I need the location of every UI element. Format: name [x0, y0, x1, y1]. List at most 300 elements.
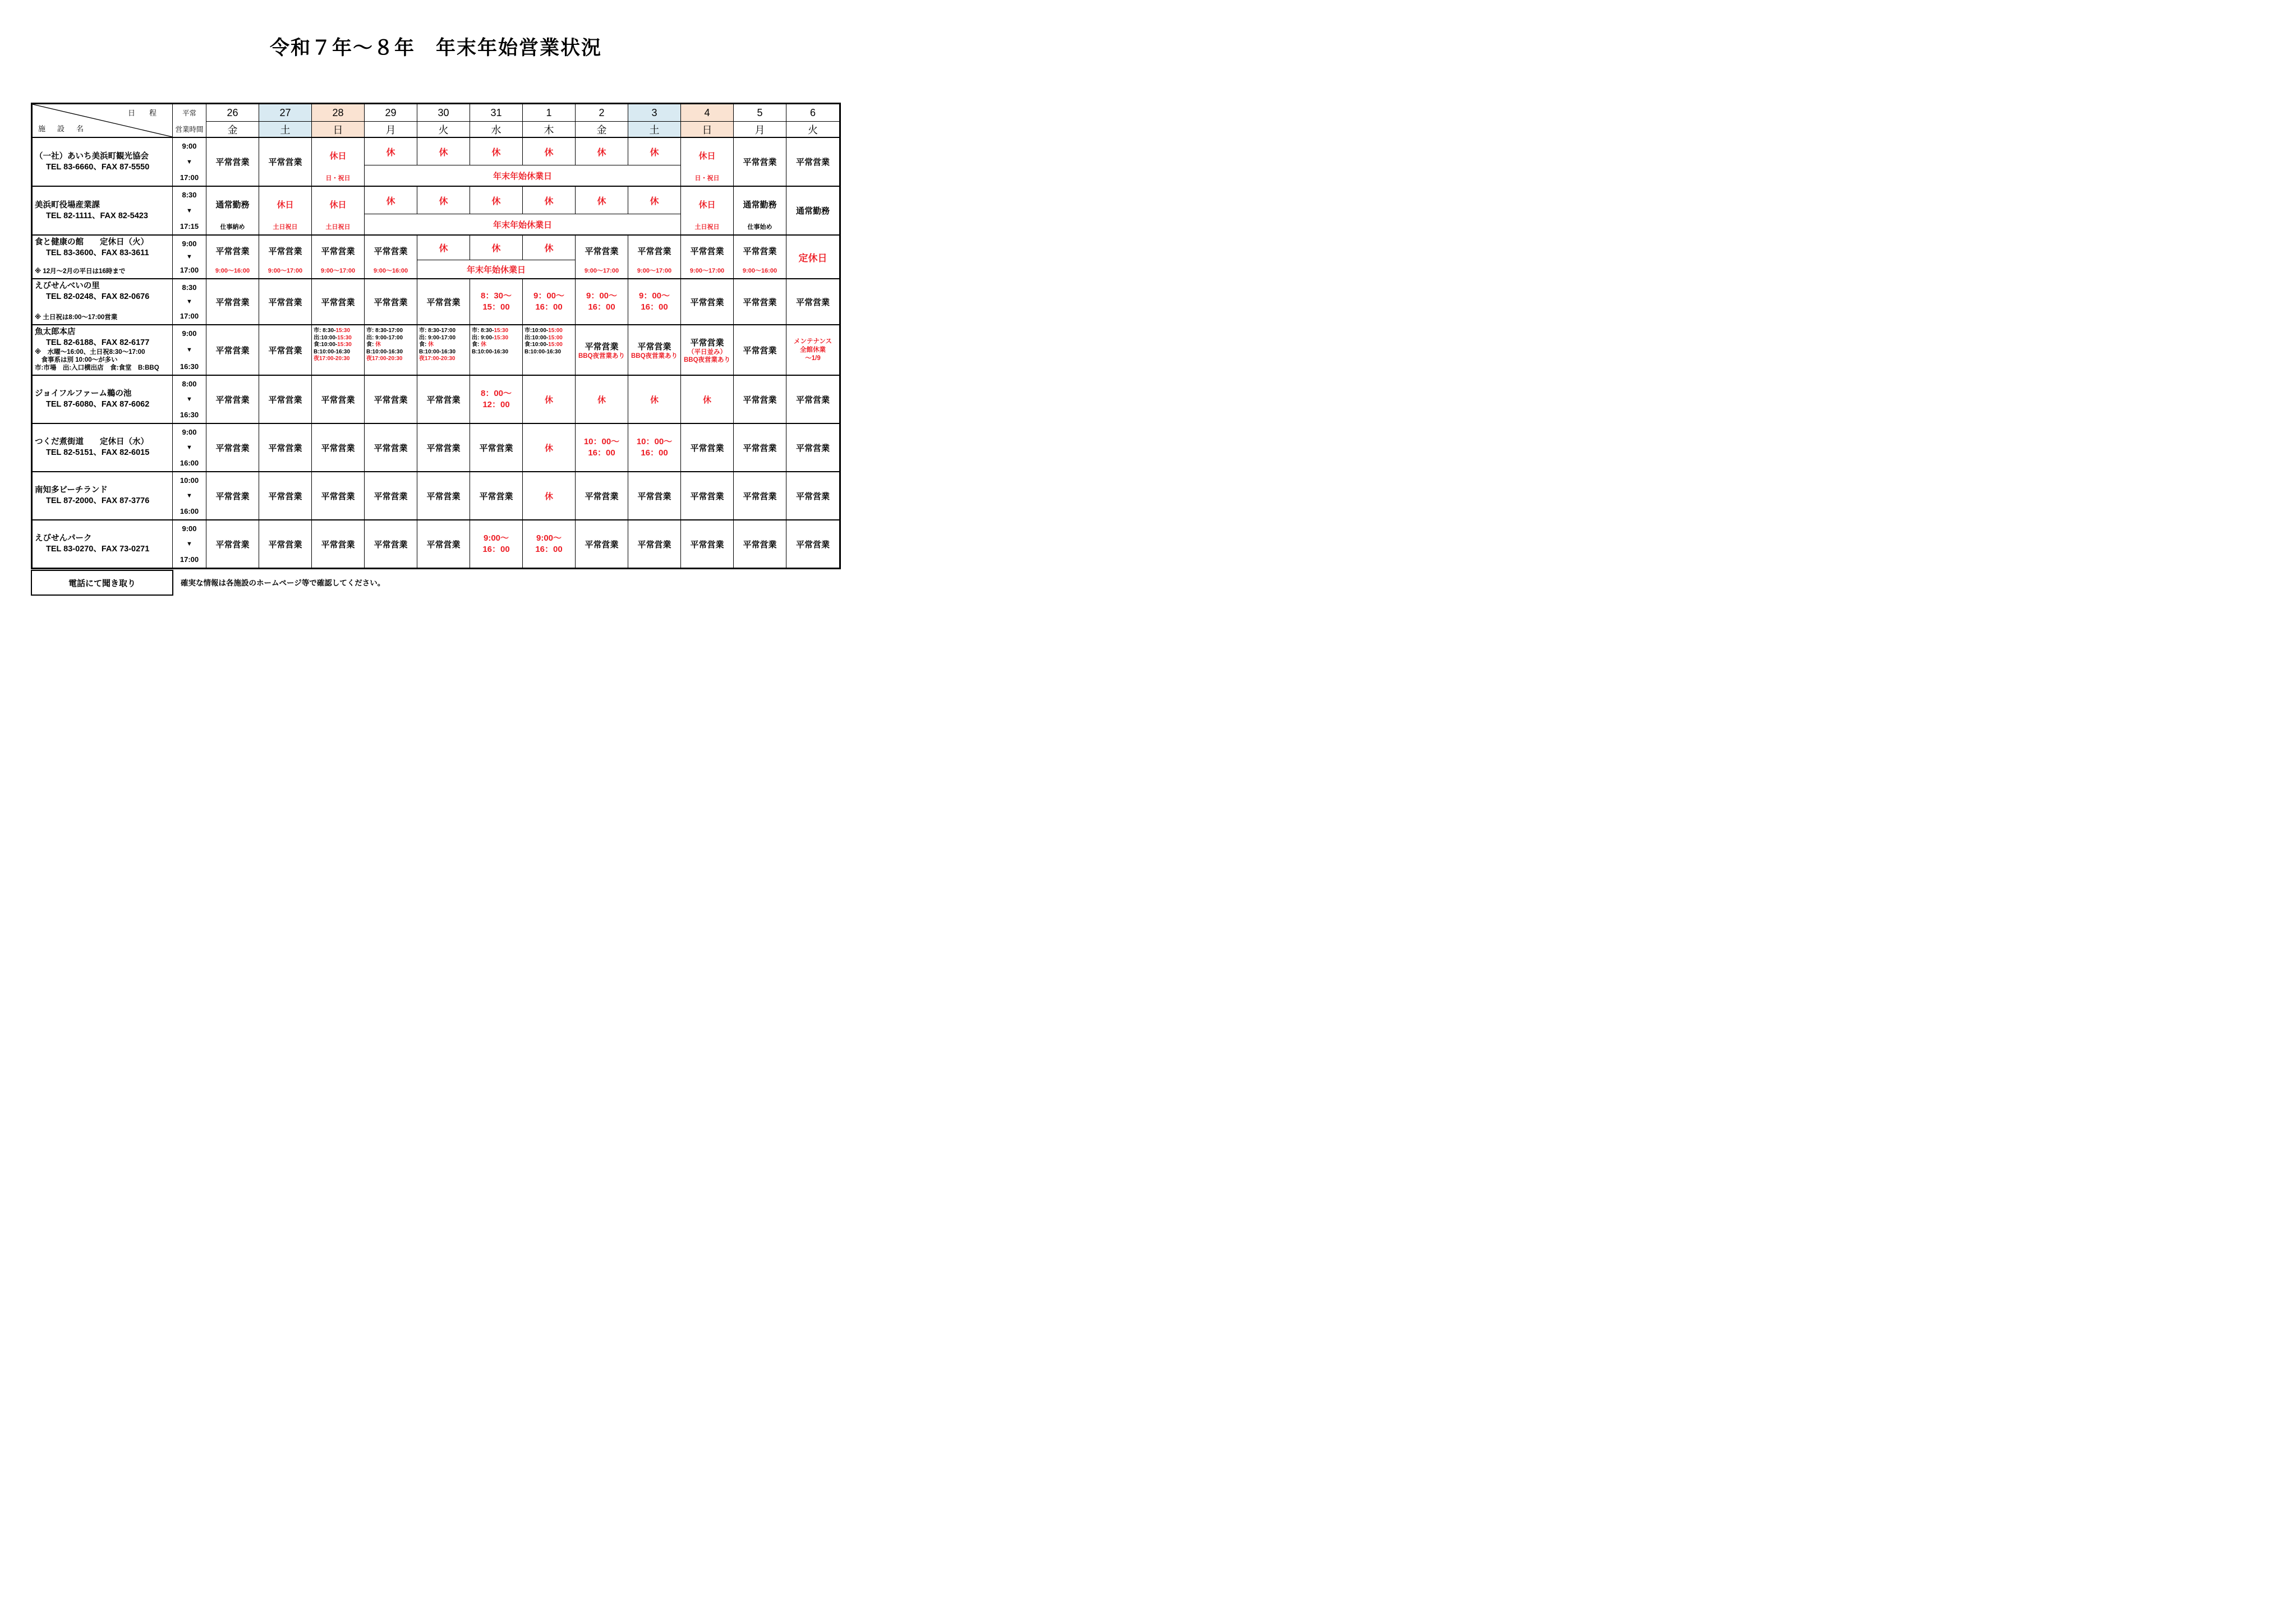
detail-segment: 休	[481, 342, 487, 348]
cell-main-text: 平常営業	[426, 540, 461, 550]
cell-main-text: 平常営業	[479, 443, 513, 453]
schedule-cell	[259, 376, 312, 423]
cell-time-line: 9：00～	[533, 291, 565, 301]
detail-segment: 出: 9:00-	[472, 334, 494, 341]
schedule-cell	[417, 424, 470, 471]
cell-detail-line	[524, 349, 575, 356]
cell-main-text: 平常営業	[268, 297, 302, 307]
cell-main-text: 平常営業	[795, 443, 830, 453]
cell-main-text: 平常営業	[637, 540, 671, 550]
schedule-cell	[206, 325, 259, 375]
cell-time-line: 16：00	[641, 302, 668, 312]
cell-top-area	[681, 187, 733, 222]
table-row	[33, 520, 839, 568]
facility-tel: TEL 82-1111、FAX 82-5423	[46, 211, 148, 220]
facility-cell	[33, 424, 173, 471]
schedule-cell	[681, 279, 734, 324]
schedule-cell	[365, 236, 417, 278]
day-of-week: 木	[544, 124, 554, 136]
cell-main-text: 平常営業	[743, 491, 777, 501]
cell-main-text: 定休日	[798, 252, 827, 264]
day-of-week: 土	[649, 124, 660, 136]
cell-time-line: 16：00	[535, 545, 563, 554]
facility-cell	[33, 236, 173, 278]
cell-sub-text: 9:00～17:00	[637, 268, 672, 274]
detail-segment: 出: 9:00-17:00	[419, 334, 456, 341]
cell-top-area	[312, 138, 364, 173]
schedule-cell	[628, 236, 681, 278]
cell-detail-line	[419, 349, 470, 356]
cell-detail-line	[314, 356, 364, 363]
cell-sub-text: 日・祝日	[325, 175, 351, 182]
cell-time-line: 16：00	[641, 448, 668, 458]
date-column-header	[259, 104, 312, 137]
cell-sub-text: 土日祝日	[325, 224, 351, 231]
hours-cell	[173, 520, 206, 568]
schedule-table	[31, 103, 841, 569]
day-of-week: 金	[596, 124, 607, 136]
arrow-down-icon: ▼	[186, 254, 192, 260]
cell-time-line: 10：00～	[583, 437, 620, 446]
holiday-group-cell	[365, 187, 681, 234]
close-time: 17:00	[180, 173, 199, 182]
facility-note: 食事系は別 10:00～が多い	[35, 357, 118, 363]
cell-detail-line	[472, 335, 522, 342]
cell-main-text: 平常営業	[795, 491, 830, 501]
schedule-cell	[576, 424, 628, 471]
cell-time-line: 9：00～	[638, 291, 670, 301]
schedule-cell	[417, 472, 470, 519]
cell-detail-line	[314, 335, 364, 342]
schedule-cell-closed: 休	[576, 138, 628, 165]
date-column-header	[786, 104, 839, 137]
cell-main-text: 休日	[698, 151, 716, 161]
cell-main-text: 休日	[329, 151, 347, 161]
schedule-cell	[417, 376, 470, 423]
detail-segment: 市: 8:30-17:00	[419, 328, 456, 334]
date-number: 26	[206, 104, 259, 122]
detail-segment: B:10:00-16:30	[524, 348, 562, 355]
cell-main-text: 通常勤務	[795, 206, 830, 216]
close-time: 16:30	[180, 362, 199, 371]
close-time: 16:30	[180, 411, 199, 419]
cell-sub-text: BBQ夜営業あり	[631, 352, 678, 360]
detail-segment: 休	[428, 342, 434, 348]
footer-note: 確実な情報は各施設のホームページ等で確認してください。	[181, 579, 385, 587]
schedule-cell	[470, 279, 523, 324]
schedule-cell	[365, 472, 417, 519]
cell-detail-line	[314, 342, 364, 349]
corner-label-date: 日 程	[127, 109, 160, 117]
detail-segment: 夜17:00-20:30	[419, 356, 455, 362]
detail-segment: 15:30	[335, 328, 351, 334]
day-of-week: 火	[438, 124, 449, 136]
cell-main-text: 平常営業	[374, 491, 408, 501]
schedule-cell	[786, 424, 839, 471]
date-column-header	[365, 104, 417, 137]
cell-detail-line	[472, 349, 522, 356]
facility-tel: TEL 82-0248、FAX 82-0676	[46, 292, 150, 301]
holiday-group-top	[365, 187, 680, 214]
facility-tel: TEL 87-2000、FAX 87-3776	[46, 496, 150, 505]
schedule-cell	[365, 325, 417, 375]
detail-segment: 市:10:00-	[524, 328, 549, 334]
facility-name: 南知多ビーチランド	[35, 486, 108, 495]
cell-main-text: 平常営業	[268, 246, 302, 256]
detail-segment: 15:00	[548, 328, 563, 334]
cell-main-text: 平常営業	[690, 540, 724, 550]
cell-main-text: 休日	[698, 200, 716, 210]
cell-main-text: 平常営業	[743, 395, 777, 405]
schedule-cell	[576, 472, 628, 519]
hours-cell	[173, 424, 206, 471]
cell-detail-line	[524, 342, 575, 349]
schedule-cell	[734, 520, 786, 568]
detail-segment: 15:00	[548, 342, 563, 348]
facility-name: （一社）あいち美浜町観光協会	[35, 151, 149, 161]
detail-segment: 15:30	[494, 328, 509, 334]
cell-main-text: 平常営業	[374, 395, 408, 405]
facility-note: ※ 水曜～16:00、土日祝8:30～17:00	[35, 349, 145, 356]
cell-top-area	[259, 236, 311, 266]
cell-detail-line	[524, 328, 575, 335]
cell-main-text: 休	[650, 395, 659, 405]
detail-segment: 市: 8:30-	[314, 328, 336, 334]
detail-segment: 15:30	[337, 334, 352, 341]
date-number: 28	[312, 104, 364, 122]
cell-main-text: 平常営業	[374, 540, 408, 550]
cell-main-text: 平常営業	[795, 158, 830, 167]
hours-cell	[173, 236, 206, 278]
cell-main-text: 平常営業	[268, 491, 302, 501]
cell-detail-line	[366, 328, 417, 335]
table-row	[33, 376, 839, 424]
cell-time-line: ～1/9	[805, 354, 821, 362]
cell-main-text: 平常営業	[743, 443, 777, 453]
table-row	[33, 472, 839, 520]
day-of-week: 日	[702, 124, 712, 136]
cell-time-line: 16：00	[535, 302, 563, 312]
facility-name-block	[35, 485, 170, 506]
schedule-cell	[681, 138, 734, 186]
cell-main-text: 平常営業	[637, 342, 671, 352]
cell-main-text: 平常営業	[690, 297, 724, 307]
cell-main-text: 平常営業	[321, 491, 355, 501]
facility-name-block	[35, 327, 170, 348]
cell-main-text: 平常営業	[479, 491, 513, 501]
detail-segment: 15:30	[337, 342, 352, 348]
cell-detail-line	[419, 356, 470, 363]
schedule-cell	[628, 325, 681, 375]
cell-main-text: 平常営業	[215, 297, 250, 307]
schedule-cell	[259, 472, 312, 519]
facility-tel: TEL 82-6188、FAX 82-6177	[46, 338, 150, 347]
cell-top-area	[734, 187, 786, 222]
schedule-cell	[734, 325, 786, 375]
schedule-cell	[786, 236, 839, 278]
cell-main-text: 休	[702, 395, 711, 405]
schedule-cell	[523, 325, 576, 375]
cell-sub-text: 9:00～17:00	[689, 268, 725, 274]
schedule-cell-closed: 休	[650, 148, 659, 158]
cell-sub-text: 9:00～17:00	[268, 268, 303, 274]
date-column-header	[628, 104, 681, 137]
facility-tel: TEL 82-5151、FAX 82-6015	[46, 448, 150, 457]
open-time: 8:30	[182, 283, 197, 292]
schedule-cell	[734, 138, 786, 186]
facility-note: ※ 土日祝は8:00～17:00営業	[35, 314, 118, 321]
cell-time-line: メンテナンス	[793, 338, 832, 345]
cell-main-text: 平常営業	[743, 540, 777, 550]
arrow-down-icon: ▼	[186, 541, 192, 547]
cell-main-text: 平常営業	[215, 158, 250, 167]
facility-tel: TEL 83-3600、FAX 83-3611	[46, 248, 149, 257]
cell-sub-text: 仕事納め	[220, 224, 245, 231]
schedule-cell	[523, 472, 576, 519]
arrow-down-icon: ▼	[186, 396, 192, 403]
cell-detail-line	[472, 328, 522, 335]
cell-top-area	[365, 236, 417, 266]
hours-cell	[173, 138, 206, 186]
detail-segment: B:10:00-16:30	[366, 348, 403, 355]
holiday-group-top	[365, 138, 680, 165]
schedule-cell	[576, 236, 628, 278]
cell-top-area	[259, 187, 311, 222]
schedule-cell	[365, 520, 417, 568]
facility-cell	[33, 279, 173, 324]
cell-main-text: 休	[597, 395, 606, 405]
schedule-cell	[681, 187, 734, 234]
cell-detail-line	[524, 335, 575, 342]
table-row	[33, 325, 839, 376]
schedule-cell-closed: 休	[365, 138, 417, 165]
schedule-cell	[786, 187, 839, 234]
schedule-cell-closed: 休	[417, 187, 470, 214]
date-number: 29	[365, 104, 417, 122]
schedule-cell	[576, 279, 628, 324]
cell-main-text: 平常営業	[585, 246, 619, 256]
cell-main-text: 平常営業	[795, 395, 830, 405]
schedule-cell	[681, 472, 734, 519]
cell-main-text: 平常営業	[215, 345, 250, 356]
cell-top-area	[576, 236, 628, 266]
cell-sub-text: 日・祝日	[694, 175, 720, 182]
detail-segment: 食:	[419, 342, 429, 348]
schedule-cell	[628, 424, 681, 471]
schedule-cell	[734, 424, 786, 471]
schedule-cell	[628, 520, 681, 568]
cell-time-line: 16：00	[588, 448, 615, 458]
schedule-cell	[312, 236, 365, 278]
cell-sub-text: 9:00～17:00	[584, 268, 619, 274]
day-of-week: 土	[280, 124, 291, 136]
cell-main-text: 休	[544, 443, 553, 453]
date-column-header	[206, 104, 259, 137]
cell-main-text: 平常営業	[268, 158, 302, 167]
cell-sub-text: （平日並み）	[688, 348, 726, 356]
facility-name-block	[35, 200, 170, 222]
day-of-week: 月	[385, 124, 396, 136]
facility-tel: TEL 87-6080、FAX 87-6062	[46, 400, 150, 409]
schedule-cell-closed: 休	[544, 244, 554, 254]
schedule-cell-closed: 休	[365, 187, 417, 214]
facility-notes	[35, 348, 170, 373]
schedule-cell	[734, 376, 786, 423]
close-time: 16:00	[180, 507, 199, 515]
cell-main-text: 平常営業	[585, 342, 619, 352]
cell-main-text: 平常営業	[268, 345, 302, 356]
schedule-cell	[786, 520, 839, 568]
facility-name-block	[35, 281, 170, 302]
cell-time-line: 9：00～	[586, 291, 618, 301]
cell-main-text: 平常営業	[321, 443, 355, 453]
holiday-group-label: 年末年始休業日	[365, 214, 680, 234]
cell-main-text: 休	[544, 395, 553, 405]
schedule-cell	[312, 472, 365, 519]
table-row	[33, 236, 839, 279]
open-time: 10:00	[180, 476, 199, 485]
schedule-cell-closed: 休	[417, 138, 470, 165]
cell-top-area	[681, 138, 733, 173]
cell-detail-line	[366, 349, 417, 356]
detail-segment: B:10:00-16:30	[314, 348, 351, 355]
cell-main-text: 平常営業	[374, 246, 408, 256]
hours-cell	[173, 279, 206, 324]
hours-cell	[173, 187, 206, 234]
date-number: 27	[259, 104, 311, 122]
cell-time-line: 8：00～	[480, 389, 512, 398]
facility-name-block	[35, 237, 170, 259]
holiday-group-cell	[365, 138, 681, 186]
day-of-week: 水	[491, 124, 501, 136]
date-number: 2	[576, 104, 628, 122]
facility-name: つくだ煮街道 定休日（水）	[35, 437, 149, 446]
day-of-week: 日	[333, 124, 343, 136]
cell-sub-text: BBQ夜営業あり	[683, 356, 731, 363]
open-time: 9:00	[182, 428, 197, 436]
schedule-cell-closed: 休	[417, 236, 470, 260]
schedule-cell-closed: 休	[523, 187, 576, 214]
facility-cell	[33, 138, 173, 186]
schedule-cell	[470, 325, 523, 375]
day-of-week: 火	[808, 124, 818, 136]
facility-name: 魚太郎本店	[35, 328, 76, 337]
date-column-header	[576, 104, 628, 137]
schedule-cell	[681, 424, 734, 471]
cell-main-text: 平常営業	[637, 246, 671, 256]
open-time: 9:00	[182, 142, 197, 150]
schedule-cell	[206, 279, 259, 324]
detail-segment: 市: 8:30-	[472, 328, 494, 334]
schedule-cell	[628, 279, 681, 324]
cell-main-text: 平常営業	[690, 443, 724, 453]
header-corner-cell	[33, 104, 173, 137]
schedule-cell	[470, 424, 523, 471]
close-time: 16:00	[180, 459, 199, 467]
cell-main-text: 平常営業	[743, 345, 777, 356]
cell-detail-line	[366, 335, 417, 342]
cell-sub-text: 仕事始め	[747, 224, 772, 231]
schedule-cell	[681, 325, 734, 375]
cell-time-line: 16：00	[482, 545, 510, 554]
detail-segment: 夜17:00-20:30	[314, 356, 350, 362]
cell-main-text: 平常営業	[585, 540, 619, 550]
schedule-cell	[259, 187, 312, 234]
facility-tel: TEL 83-0270、FAX 73-0271	[46, 545, 150, 554]
cell-sub-text: 9:00～17:00	[320, 268, 356, 274]
cell-detail-line	[366, 356, 417, 363]
holiday-group-label: 年末年始休業日	[365, 165, 680, 186]
date-number: 30	[417, 104, 470, 122]
schedule-cell	[365, 376, 417, 423]
facility-name-block	[35, 389, 170, 410]
arrow-down-icon: ▼	[186, 207, 192, 214]
facility-tel: TEL 83-6660、FAX 87-5550	[46, 162, 150, 172]
cell-top-area	[312, 236, 364, 266]
date-column-header	[734, 104, 786, 137]
arrow-down-icon: ▼	[186, 158, 192, 165]
detail-segment: B:10:00-16:30	[419, 348, 456, 355]
cell-main-text: 平常営業	[268, 443, 302, 453]
hours-header-bottom: 営業時間	[175, 125, 204, 133]
schedule-cell	[312, 424, 365, 471]
detail-segment: 食:10:00-	[524, 342, 549, 348]
schedule-cell-closed: 休	[470, 187, 523, 214]
detail-segment: 15:00	[548, 334, 563, 341]
cell-time-line: 9:00～	[536, 533, 562, 543]
schedule-cell	[470, 472, 523, 519]
detail-segment: 15:30	[494, 334, 509, 341]
schedule-cell	[312, 376, 365, 423]
schedule-cell	[365, 279, 417, 324]
cell-main-text: 通常勤務	[215, 200, 250, 210]
schedule-cell	[206, 187, 259, 234]
detail-segment: 休	[375, 342, 381, 348]
cell-time-line: 16：00	[588, 302, 615, 312]
schedule-cell	[786, 376, 839, 423]
close-time: 17:00	[180, 555, 199, 564]
schedule-cell	[628, 472, 681, 519]
facility-cell	[33, 472, 173, 519]
date-column-header	[681, 104, 734, 137]
cell-main-text: 平常営業	[374, 297, 408, 307]
date-number: 3	[628, 104, 680, 122]
facility-note: ※ 12月～2月の平日は16時まで	[35, 268, 126, 275]
facility-note: 市:市場 出:入口横出店 食:食堂 B:BBQ	[35, 365, 159, 371]
cell-main-text: 平常営業	[690, 246, 724, 256]
schedule-cell	[576, 325, 628, 375]
cell-main-text: 休日	[329, 200, 347, 210]
cell-top-area	[206, 187, 259, 222]
arrow-down-icon: ▼	[186, 298, 192, 305]
corner-label-facility: 施 設 名	[38, 125, 86, 133]
schedule-cell	[259, 138, 312, 186]
open-time: 8:00	[182, 380, 197, 388]
header-hours-cell	[173, 104, 206, 137]
schedule-cell	[259, 279, 312, 324]
facility-name-block	[35, 533, 170, 555]
schedule-cell	[312, 138, 365, 186]
schedule-cell	[734, 187, 786, 234]
detail-segment: 出:10:00-	[524, 334, 549, 341]
cell-detail-line	[366, 342, 417, 349]
cell-main-text: 平常営業	[637, 491, 671, 501]
date-column-header	[523, 104, 576, 137]
date-number: 1	[523, 104, 575, 122]
cell-detail-line	[314, 349, 364, 356]
cell-detail-line	[419, 342, 470, 349]
cell-top-area	[734, 236, 786, 266]
